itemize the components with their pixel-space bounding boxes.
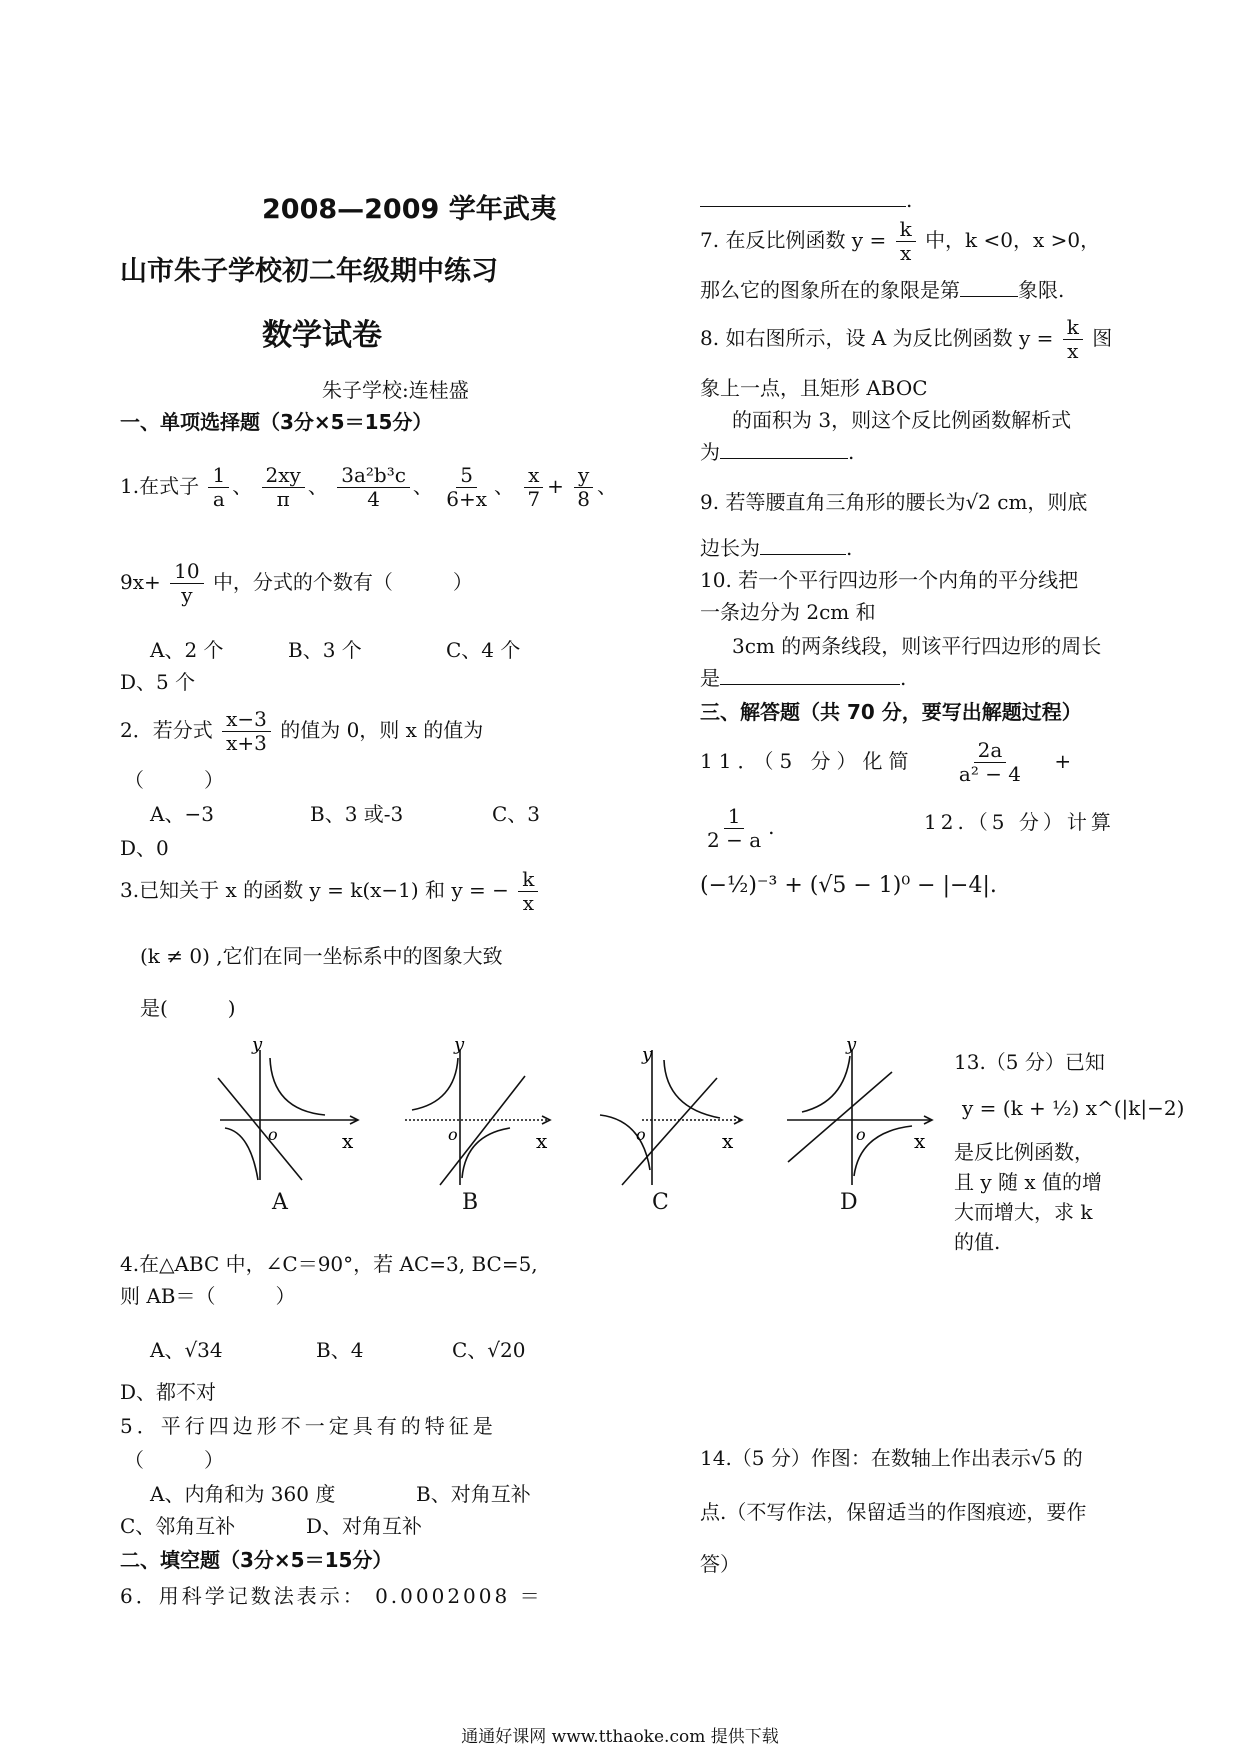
question-7-line-2: 那么它的图象所在的象限是第 象限. (700, 278, 1065, 302)
question-7-line-1: 7. 在反比例函数 y = $\frac{k}{x}$ 中，k <0，x >0， (700, 217, 1101, 265)
q1-option-c: C、4 个 (446, 638, 521, 662)
q2-option-a: A、−3 (150, 802, 214, 826)
question-13-line-1: 13.（5 分）已知 (954, 1050, 1105, 1074)
fraction: $\frac{x-3}{x+3}$ (222, 708, 271, 755)
q5-option-a: A、内角和为 360 度 (150, 1482, 336, 1506)
q1-option-d: D、5 个 (120, 670, 196, 694)
hyperbola-branch (270, 1058, 325, 1115)
q4-option-d: D、都不对 (120, 1380, 217, 1404)
graph-c (592, 1040, 752, 1190)
graph-caption-c: C (652, 1190, 669, 1215)
question-12-expression: (−½)⁻³ + (√5 − 1)⁰ − |−4|. (700, 873, 997, 898)
question-11-line-2: $\frac{1}{2 - a}$ . (700, 796, 774, 858)
y-label: y (846, 1040, 857, 1055)
question-13-line-5: 大而增大，求 k (954, 1200, 1093, 1224)
question-14-line-2: 点.（不写作法，保留适当的作图痕迹，要作 (700, 1500, 1087, 1524)
q5-option-b: B、对角互补 (416, 1482, 531, 1506)
x-label: x (536, 1129, 548, 1153)
question-8-line-3: 的面积为 3，则这个反比例函数解析式 (732, 408, 1072, 432)
q5-paren: （ ） (124, 1448, 224, 1472)
question-3-line-3: 是( ) (140, 996, 236, 1020)
origin-label: o (268, 1125, 278, 1144)
question-1-line-1: 1.在式子 $\frac{1}{a}$ 、 $\frac{2xy}{\pi}$ 、 $\frac{\text{3a²b³c}}{4}$ 、 $\frac{5}{6+x}$ 、 $\frac{x}{7}$ + $\frac{y}{8}$ 、 (120, 463, 617, 511)
section-2-heading: 二、填空题（3分×5＝15分） (120, 1548, 393, 1572)
q5-option-c: C、邻角互补 (120, 1514, 236, 1538)
graph-caption-b: B (462, 1190, 479, 1215)
question-6-line-1: 6．用科学记数法表示： 0.0002008 ＝ (120, 1584, 543, 1608)
page-footer: 通通好课网 www.tthaoke.com 提供下载 (461, 1727, 779, 1747)
q1-option-b: B、3 个 (288, 638, 362, 662)
origin-label: o (636, 1125, 646, 1144)
question-2-line-1: 2．若分式 $\frac{x-3}{x+3}$ 的值为 0，则 x 的值为 (120, 707, 484, 755)
graph-caption-a: A (272, 1190, 288, 1215)
section-1-heading: 一、单项选择题（3分×5＝15分） (120, 410, 433, 434)
q4-option-b: B、4 (316, 1338, 364, 1362)
fraction: $\frac{k}{x}$ (896, 218, 916, 265)
question-8-line-1: 8. 如右图所示，设 A 为反比例函数 y = $\frac{k}{x}$ 图 (700, 315, 1113, 363)
fraction: $\frac{\text{3a²b³c}}{4}$ (337, 464, 410, 511)
author: 朱子学校:连桂盛 (322, 378, 469, 402)
fraction: $\frac{1}{a}$ (208, 464, 229, 511)
q2-option-b: B、3 或-3 (310, 802, 404, 826)
graph-caption-d: D (840, 1190, 858, 1215)
question-3-line-2: (k ≠ 0) ,它们在同一坐标系中的图象大致 (140, 944, 503, 968)
fraction: $\frac{2a}{\text{a² − 4}}$ (958, 738, 1022, 786)
question-14-line-1: 14.（5 分）作图：在数轴上作出表示√5 的 (700, 1446, 1083, 1470)
question-9-line-2: 边长为 . (700, 536, 853, 560)
question-10-line-3: 3cm 的两条线段，则该平行四边形的周长 (732, 634, 1102, 658)
fraction: $\frac{k}{x}$ (1063, 316, 1083, 363)
y-label: y (642, 1044, 653, 1065)
question-4-line-2: 则 AB＝（ ） (120, 1284, 296, 1308)
fraction: $\frac{5}{6+x}$ (446, 463, 488, 511)
fraction: $\frac{10}{y}$ (170, 560, 203, 607)
question-13-line-4: 且 y 随 x 值的增 (954, 1170, 1103, 1194)
question-8-line-4: 为 . (700, 440, 855, 464)
graph-b (400, 1040, 560, 1190)
section-3-heading: 三、解答题（共 70 分，要写出解题过程） (700, 700, 1082, 724)
q6-answer-line: . (700, 186, 912, 214)
fraction: $\frac{2xy}{\pi}$ (262, 464, 305, 511)
y-label: y (252, 1040, 263, 1055)
title-line-2: 山市朱子学校初二年级期中练习 (120, 256, 498, 287)
question-10-line-1: 10. 若一个平行四边形一个内角的平分线把 (700, 568, 1079, 592)
fraction: $\frac{y}{8}$ (573, 464, 594, 511)
question-10-line-2: 一条边分为 2cm 和 (700, 600, 876, 624)
fraction: $\frac{k}{x}$ (518, 868, 538, 915)
question-13-line-3: 是反比例函数， (954, 1140, 1094, 1164)
x-label: x (342, 1129, 354, 1153)
subject-title: 数学试卷 (262, 318, 382, 353)
y-label: y (454, 1040, 465, 1055)
question-1-line-2: 9x+ $\frac{10}{y}$ 中，分式的个数有（ ） (120, 559, 473, 607)
q1-option-a: A、2 个 (150, 638, 224, 662)
origin-label: o (856, 1125, 866, 1144)
question-4-line-1: 4.在△ABC 中，∠C＝90°，若 AC=3, BC=5, (120, 1252, 538, 1276)
hyperbola-branch (225, 1128, 258, 1180)
origin-label: o (448, 1125, 458, 1144)
question-12-line-1: 12.（5 分）计算 (924, 810, 1115, 834)
x-label: x (914, 1129, 926, 1153)
q5-option-d: D、对角互补 (306, 1514, 423, 1538)
question-8-line-2: 象上一点，且矩形 ABOC (700, 376, 928, 400)
graph-a (210, 1040, 370, 1190)
question-14-line-3: 答） (700, 1552, 740, 1576)
fraction: $\frac{1}{2 - a}$ (707, 804, 762, 852)
q4-option-a: A、√34 (150, 1338, 223, 1362)
question-5-line-1: 5．平行四边形不一定具有的特征是 (120, 1414, 497, 1438)
question-3-line-1: 3.已知关于 x 的函数 y = k(x−1) 和 y = − $\frac{k}{x}$ (120, 862, 541, 918)
question-13-line-6: 的值. (954, 1230, 1001, 1254)
question-11-line-1: 11．（5 分）化简 $\frac{2a}{\text{a² − 4}}$ + (700, 738, 1078, 786)
question-13-expression: y = (k + ½) x^(|k|−2) (962, 1096, 1185, 1120)
title-line-1: 2008—2009 学年武夷 (262, 194, 557, 225)
graph-d (782, 1040, 942, 1190)
question-10-line-4: 是 . (700, 666, 907, 690)
q2-option-c: C、3 (492, 802, 541, 826)
question-9-line-1: 9. 若等腰直角三角形的腰长为√2 cm，则底 (700, 490, 1088, 514)
q2-option-d: D、0 (120, 836, 169, 860)
x-label: x (722, 1129, 734, 1153)
q4-option-c: C、√20 (452, 1338, 526, 1362)
fraction: $\frac{x}{7}$ (523, 464, 544, 511)
q2-paren: （ ） (124, 768, 224, 792)
